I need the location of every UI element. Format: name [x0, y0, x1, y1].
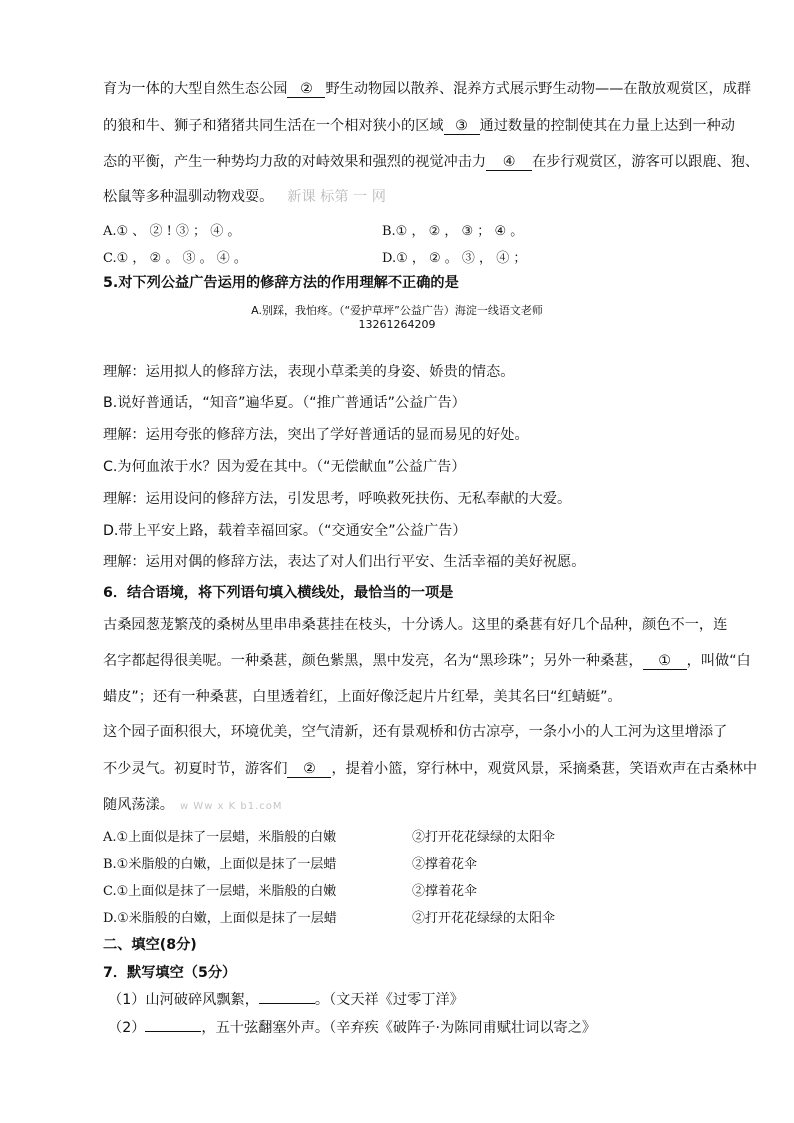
- section-2-title: 二、填空(8分): [103, 937, 197, 953]
- q6-p2-line-3: 随风荡漾。 w Ww x K b1.coM: [103, 797, 283, 813]
- q6-option-d-part2: ②打开花花绿绿的太阳伞: [412, 911, 556, 926]
- blank-4: ④: [486, 154, 532, 171]
- q6-option-d-part1: D.①米脂般的白嫩，上面似是抹了一层蜡: [103, 911, 337, 926]
- q5-option-b: B.说好普通话，“知音”遍华夏。（“推广普通话”公益广告）: [103, 395, 466, 411]
- q7-title: 7．默写填空（5分）: [103, 965, 237, 981]
- q6-blank-1: ①: [643, 653, 687, 670]
- q6-option-c-part1: C.①上面似是抹了一层蜡，米脂般的白嫩: [103, 884, 337, 899]
- q6-p1-line-2: 名字都起得很美呢。一种桑葚，颜色紫黑，黑中发亮，名为“黑珍珠”；另外一种桑葚， ① ，叫做“白: [103, 653, 751, 669]
- q6-option-a-part2: ②打开花花绿绿的太阳伞: [412, 830, 556, 845]
- blank-3: ③: [444, 118, 480, 135]
- q5-d-explanation: 理解：运用对偶的修辞方法，表达了对人们出行平安、生活幸福的美好祝愿。: [103, 554, 586, 570]
- q5-option-a: A.别踩，我怕疼。（“爱护草坪”公益广告）海淀一线语文老师: [251, 304, 543, 317]
- q7-blank-1: [259, 1003, 315, 1004]
- intro-line-3: 态的平衡，产生一种势均力敌的对峙效果和强烈的视觉冲击力 ④ 在步行观赏区，游客可以跟鹿、狍、: [103, 154, 760, 170]
- q6-p2-line-2: 不少灵气。初夏时节，游客们 ② ，提着小篮，穿行林中，观赏风景，采摘桑葚，笑语欢声在古桑林中: [103, 761, 758, 777]
- q4-option-d: D.① ， ② 。 ③ ， ④ ；: [382, 251, 527, 266]
- watermark: w Ww x K b1.coM: [179, 801, 283, 812]
- q6-blank-2: ②: [287, 761, 331, 778]
- q4-option-b: B.① ， ② ， ③ ； ④ 。: [382, 224, 524, 239]
- q6-option-b-part2: ②撑着花伞: [412, 857, 478, 872]
- q6-p2-line-1: 这个园子面积很大，环境优美，空气清新，还有景观桥和仿古凉亭，一条小小的人工河为这里增添了: [103, 724, 728, 740]
- q5-phone: 13261264209: [358, 318, 436, 331]
- blank-2: ②: [287, 81, 325, 98]
- q6-option-a-part1: A.①上面似是抹了一层蜡，米脂般的白嫩: [103, 830, 337, 845]
- q5-c-explanation: 理解：运用设问的修辞方法，引发思考，呼唤救死扶伤、无私奉献的大爱。: [103, 491, 572, 507]
- q6-option-b-part1: B.①米脂般的白嫩，上面似是抹了一层蜡: [103, 857, 337, 872]
- q5-option-c: C.为何血浓于水？因为爱在其中。（“无偿献血”公益广告）: [103, 459, 466, 475]
- q5-option-d: D.带上平安上路，载着幸福回家。（“交通安全”公益广告）: [103, 523, 467, 539]
- q7-item-2: （2） ，五十弦翻塞外声。（辛弃疾《破阵子·为陈同甫赋壮词以寄之》: [108, 1020, 597, 1036]
- q5-b-explanation: 理解：运用夸张的修辞方法，突出了学好普通话的显而易见的好处。: [103, 427, 529, 443]
- intro-line-4: 松鼠等多种温驯动物戏耍。 新课 标第 一 网: [103, 189, 386, 205]
- intro-line-1: 育为一体的大型自然生态公园 ② 野生动物园以散养、混养方式展示野生动物——在散放观赏区，成群: [103, 81, 752, 97]
- q4-option-c: C.① ， ② 。 ③ 。 ④ 。: [103, 251, 247, 266]
- watermark: 新课 标第 一 网: [287, 189, 386, 205]
- q6-option-c-part2: ②撑着花伞: [412, 884, 478, 899]
- q7-blank-2: [145, 1031, 201, 1032]
- q5-a-explanation: 理解：运用拟人的修辞方法，表现小草柔美的身姿、娇贵的情态。: [103, 364, 515, 380]
- q5-title: 5.对下列公益广告运用的修辞方法的作用理解不正确的是: [103, 275, 459, 291]
- q7-item-1: （1）山河破碎风飘絮， 。（文天祥《过零丁洋》: [108, 992, 464, 1008]
- q6-p1-line-3: 蜡皮”；还有一种桑葚，白里透着红，上面好像泛起片片红晕，美其名曰“红蜻蜓”。: [103, 689, 622, 705]
- q6-title: 6．结合语境，将下列语句填入横线处，最恰当的一项是: [103, 585, 454, 601]
- q6-p1-line-1: 古桑园葱茏繁茂的桑树丛里串串桑葚挂在枝头，十分诱人。这里的桑葚有好几个品种，颜色不一，连: [103, 617, 728, 633]
- intro-line-2: 的狼和牛、狮子和猪猪共同生活在一个相对狭小的区域 ③ 通过数量的控制使其在力量上达到一种动: [103, 118, 735, 134]
- q4-option-a: A.① 、 ② ! ③ ； ④ 。: [103, 224, 241, 239]
